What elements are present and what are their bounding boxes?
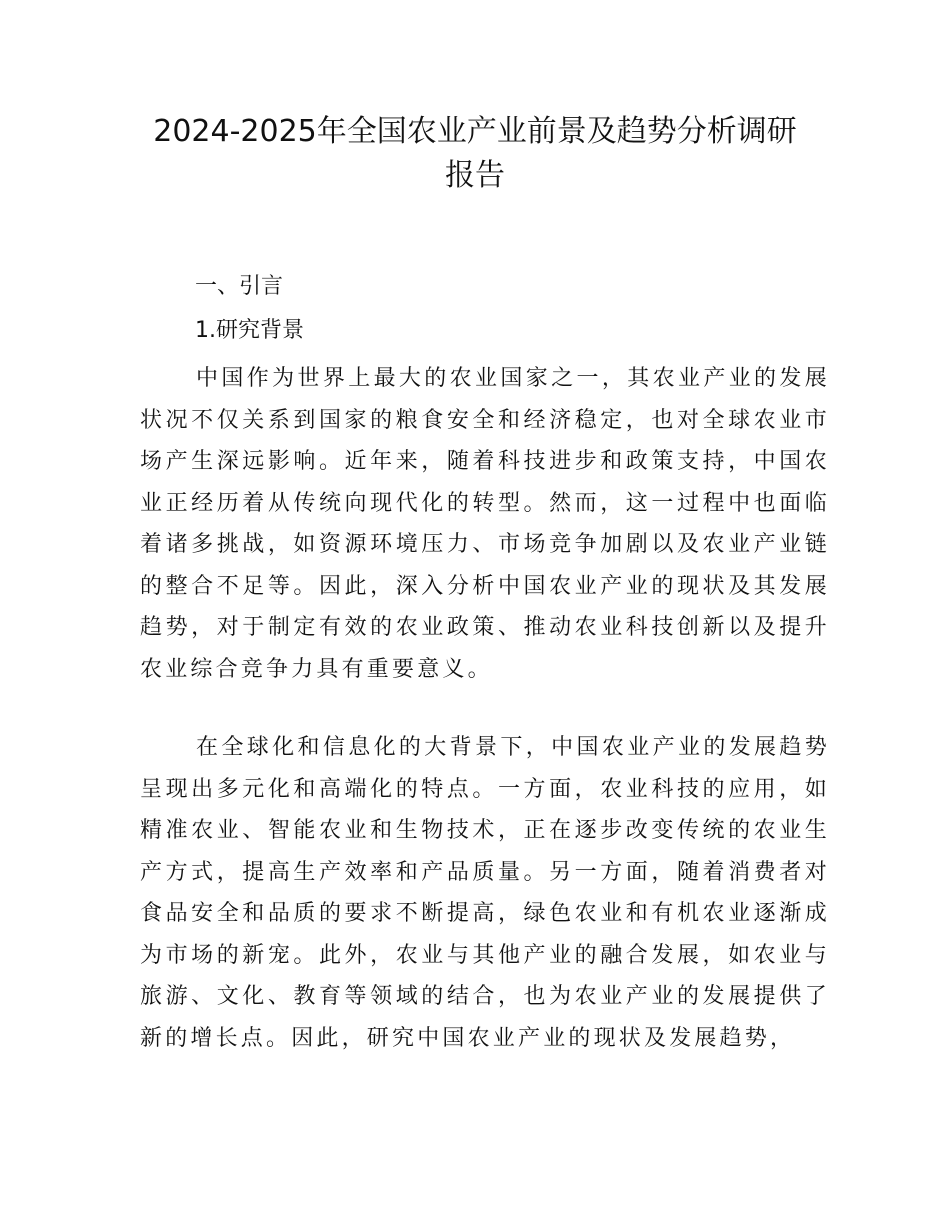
section-heading: 一、引言 bbox=[195, 274, 284, 299]
subsection-heading: 1.研究背景 bbox=[195, 318, 304, 343]
body-paragraph-1: 中国作为世界上最大的农业国家之一，其农业产业的发展状况不仅关系到国家的粮食安全和经济稳定，也对全球农业市场产生深远影响。近年来，随着科技进步和政策支持，中国农业正经历着从传统向现代化的转型。然而，这一过程中也面临着诸多挑战，如资源环境压力、市场竞争加剧以及农业产业链的整合不足等。因此，深入分析中国农业产业的现状及其发展趋势，对于制定有效的农业政策、推动农业科技创新以及提升农业综合竞争力具有重要意义。 bbox=[140, 366, 830, 682]
body-paragraph-2: 在全球化和信息化的大背景下，中国农业产业的发展趋势呈现出多元化和高端化的特点。一方面，农业科技的应用，如精准农业、智能农业和生物技术，正在逐步改变传统的农业生产方式，提高生产效率和产品质量。另一方面，随着消费者对食品安全和品质的要求不断提高，绿色农业和有机农业逐渐成为市场的新宠。此外，农业与其他产业的融合发展，如农业与旅游、文化、教育等领域的结合，也为农业产业的发展提供了新的增长点。因此，研究中国农业产业的现状及发展趋势， bbox=[140, 735, 830, 1051]
document-title: 2024-2025年全国农业产业前景及趋势分析调研报告 bbox=[153, 114, 797, 193]
